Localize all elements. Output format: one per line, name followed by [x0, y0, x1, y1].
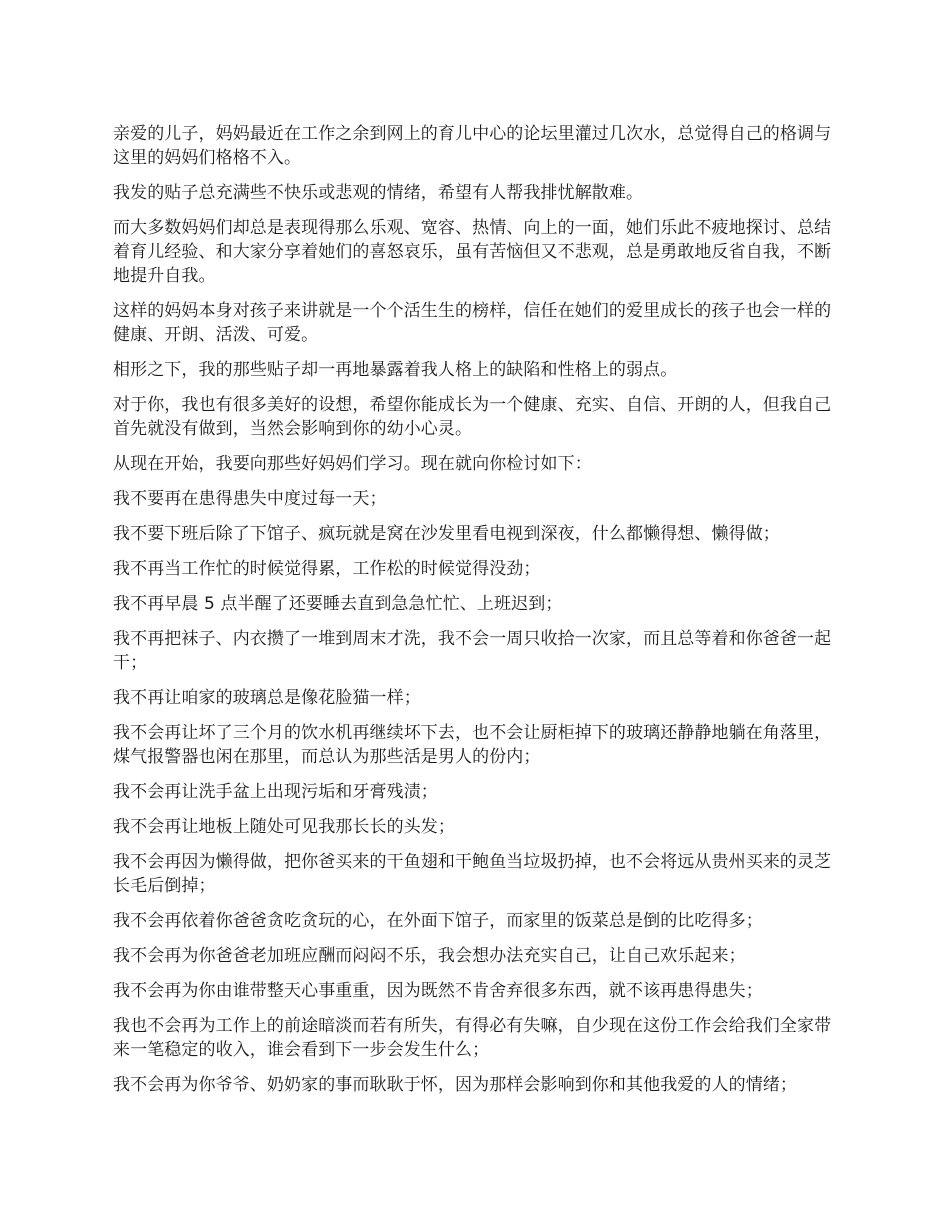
paragraph: 我不再当工作忙的时候觉得累，工作松的时候觉得没劲；	[113, 559, 541, 579]
paragraph: 我不再把袜子、内衣攒了一堆到周末才洗，我不会一周只收拾一次家，而且总等着和你爸爸一起干；	[113, 629, 832, 673]
paragraph: 亲爱的儿子，妈妈最近在工作之余到网上的育儿中心的论坛里灌过几次水，总觉得自己的格调与这里的妈妈们格格不入。	[113, 124, 832, 168]
paragraph: 我不再早晨 5 点半醒了还要睡去直到急急忙忙、上班迟到；	[113, 594, 563, 614]
paragraph: 我不会再让坏了三个月的饮水机再继续坏下去，也不会让厨柜掉下的玻璃还静静地躺在角落里，煤气报警器也闲在那里，而总认为那些活是男人的份内；	[113, 723, 832, 767]
paragraph: 我不会再为你爷爷、奶奶家的事而耿耿于怀，因为那样会影响到你和其他我爱的人的情绪；	[113, 1075, 797, 1095]
paragraph: 我发的贴子总充满些不快乐或悲观的情绪，希望有人帮我排忧解散难。	[113, 183, 644, 203]
paragraph: 从现在开始，我要向那些好妈妈们学习。现在就向你检讨如下：	[113, 454, 592, 474]
paragraph: 我不会再因为懒得做，把你爸买来的干鱼翅和干鲍鱼当垃圾扔掉，也不会将远从贵州买来的灵芝长毛后倒掉；	[113, 852, 832, 896]
paragraph: 我不要下班后除了下馆子、疯玩就是窝在沙发里看电视到深夜，什么都懒得想、懒得做；	[113, 524, 780, 544]
paragraph: 我不再让咱家的玻璃总是像花脸猫一样；	[113, 688, 421, 708]
paragraph: 我不会再为你由谁带整天心事重重，因为既然不肯舍弃很多东西，就不该再患得患失；	[113, 981, 763, 1001]
paragraph: 我不会再让地板上随处可见我那长长的头发；	[113, 817, 455, 837]
paragraph: 我不会再让洗手盆上出现污垢和牙膏残渍；	[113, 782, 438, 802]
paragraph: 而大多数妈妈们却总是表现得那么乐观、宽容、热情、向上的一面，她们乐此不疲地探讨、总结着育儿经验、和大家分享着她们的喜怒哀乐，虽有苦恼但又不悲观，总是勇敢地反省自我，不断地提升自我。	[113, 218, 832, 286]
paragraph: 这样的妈妈本身对孩子来讲就是一个个活生生的榜样，信任在她们的爱里成长的孩子也会一样的健康、开朗、活泼、可爱。	[113, 301, 832, 345]
paragraph: 相形之下，我的那些贴子却一再地暴露着我人格上的缺陷和性格上的弱点。	[113, 360, 678, 380]
paragraph: 对于你，我也有很多美好的设想，希望你能成长为一个健康、充实、自信、开朗的人，但我自己首先就没有做到，当然会影响到你的幼小心灵。	[113, 395, 832, 439]
paragraph: 我不要再在患得患失中度过每一天；	[113, 489, 387, 509]
paragraph: 我也不会再为工作上的前途暗淡而若有所失，有得必有失嘛，自少现在这份工作会给我们全家带来一笔稳定的收入，谁会看到下一步会发生什么；	[113, 1016, 832, 1060]
paragraph: 我不会再依着你爸爸贪吃贪玩的心，在外面下馆子，而家里的饭菜总是倒的比吃得多；	[113, 911, 763, 931]
paragraph: 我不会再为你爸爸老加班应酬而闷闷不乐，我会想办法充实自己，让自己欢乐起来；	[113, 946, 746, 966]
